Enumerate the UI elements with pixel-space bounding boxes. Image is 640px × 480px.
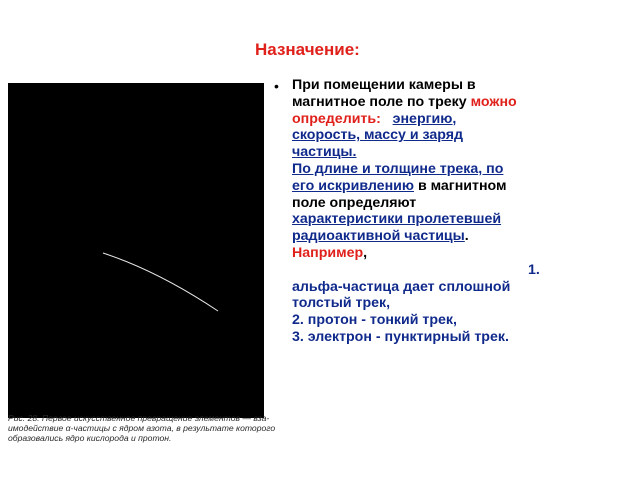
text-line [292, 245, 592, 262]
text-line: По длине и толщине трека, по [292, 160, 504, 177]
text-line: скорость, массу и заряд [292, 127, 464, 144]
list-item: 2. протон - тонкий трек, [292, 312, 457, 329]
content-text [292, 77, 592, 346]
text-run-red: можно [470, 93, 517, 110]
caption-line: имодействие α-частицы с ядром азота, в результате которого [8, 423, 276, 433]
figure-caption [8, 413, 276, 443]
caption-line: образовались ядро кислорода и протон. [8, 433, 172, 443]
text-line [292, 94, 592, 111]
text-run: , [363, 244, 368, 261]
text-line [292, 228, 592, 245]
text-run: магнитное поле по треку [292, 93, 467, 110]
text-run-link: его искривлению [292, 177, 414, 194]
text-line: частицы. [292, 144, 357, 161]
text-run-link: энергию, [392, 110, 457, 127]
text-run-red: Например [292, 244, 364, 261]
text-run: в магнитном [417, 177, 507, 194]
caption-line: Рис. 28. Первое искусственное превращение элементов — вза- [8, 413, 270, 423]
list-item: толстый трек, [292, 295, 391, 312]
text-run-red: определить: [292, 110, 381, 127]
text-line [292, 178, 592, 195]
text-line: поле определяют [292, 194, 417, 211]
text-line [292, 111, 592, 128]
slide-title: Назначение: [255, 40, 360, 59]
cloud-chamber-photo [8, 83, 264, 418]
particle-tracks-image [8, 83, 264, 418]
text-run-link: радиоактивной частицы [292, 228, 465, 245]
text-line: характеристики пролетевшей [292, 211, 502, 228]
text-run: . [464, 228, 469, 245]
list-item: 3. электрон - пунктирный трек. [292, 328, 509, 345]
list-number: 1. [528, 261, 540, 278]
bullet-icon: • [274, 78, 279, 94]
list-item: альфа-частица дает сплошной [292, 278, 511, 295]
text-line: При помещении камеры в [292, 77, 476, 93]
proton-track [103, 253, 218, 311]
